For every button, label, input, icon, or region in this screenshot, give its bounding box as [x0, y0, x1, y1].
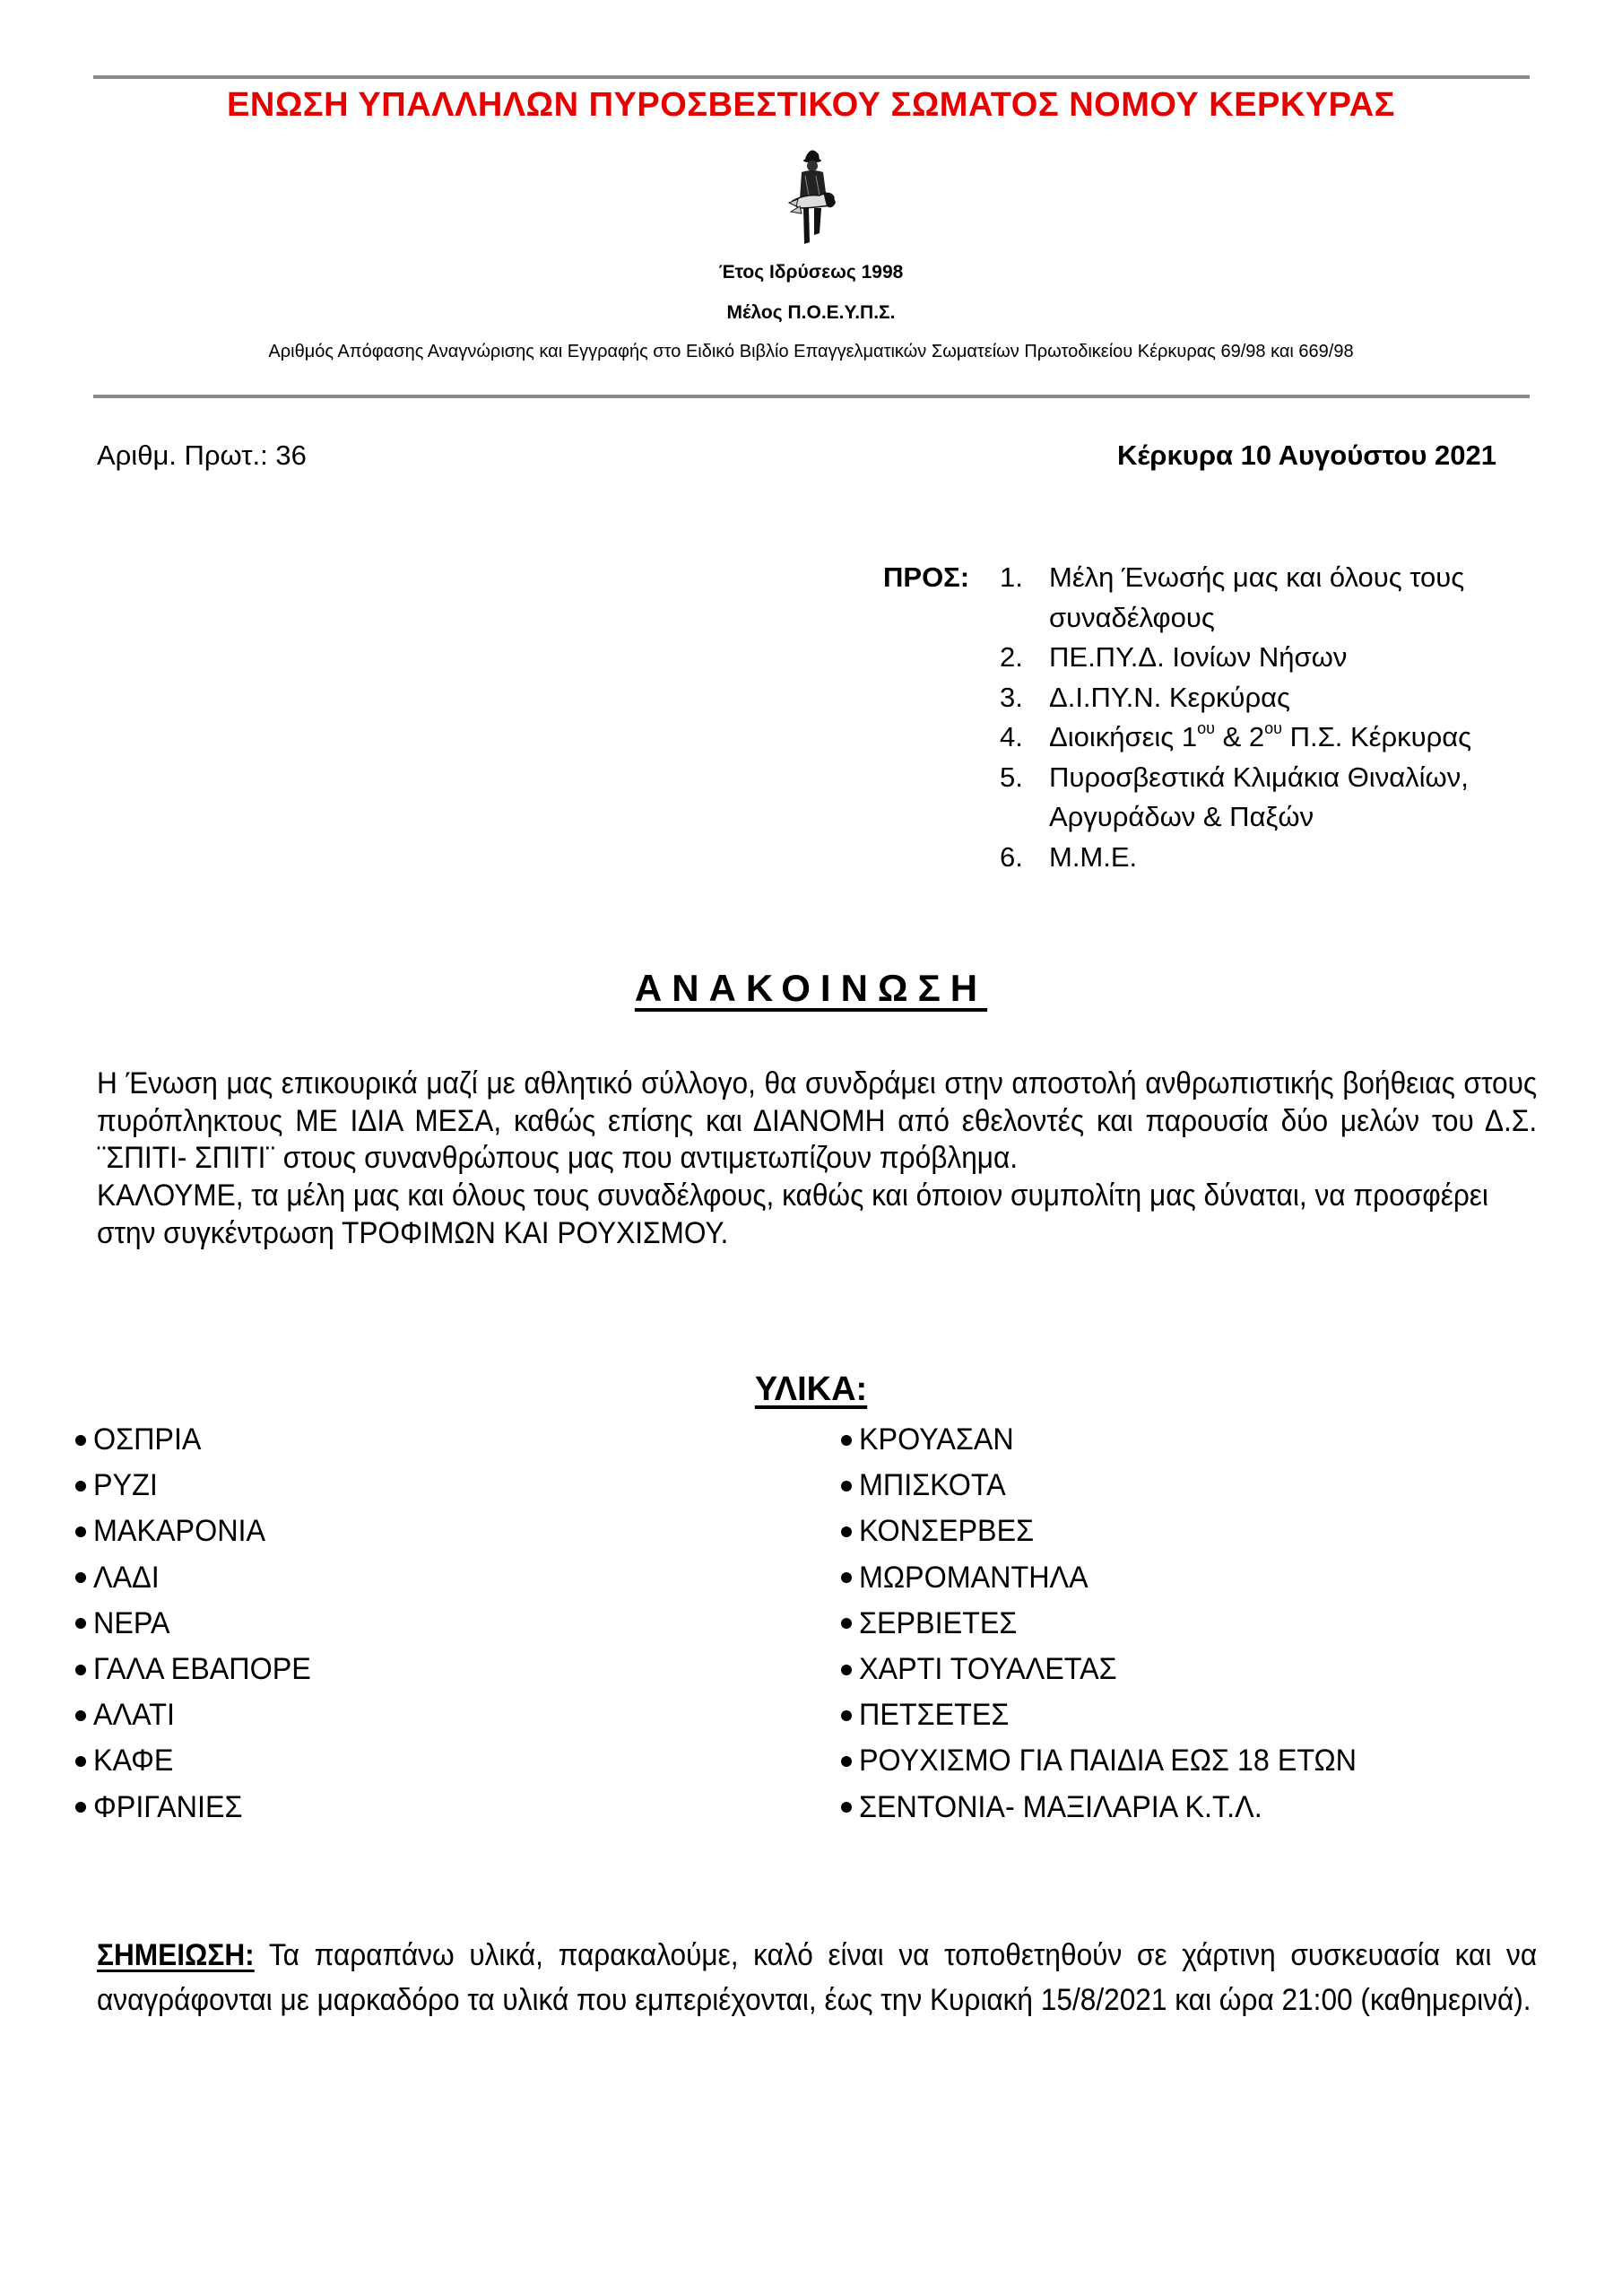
recipient-text: Μέλη Ένωσής μας και όλους τους συναδέλφους	[1049, 561, 1465, 633]
recipient-number: 1.	[1000, 561, 1023, 593]
bullet-icon	[75, 1618, 86, 1629]
recipient-text: Πυροσβεστικά Κλιμάκια Θιναλίων, Αργυράδων & Παξών	[1049, 761, 1469, 832]
recipient-item	[1000, 678, 1538, 718]
registry-info: Αριθμός Απόφασης Αναγνώρισης και Εγγραφής στο Ειδικό Βιβλίο Επαγγελματικών Σωματείων Πρωτοδικείου Κέρκυρας 69/98 και 669/98	[268, 342, 1354, 361]
material-item: ΟΣΠΡΙΑ	[75, 1417, 323, 1463]
recipient-item	[1000, 638, 1538, 678]
recipient-number: 2.	[1000, 641, 1023, 673]
material-item: ΣΕΝΤΟΝΙΑ- ΜΑΞΙΛΑΡΙΑ Κ.Τ.Λ.	[841, 1785, 1383, 1831]
material-item: ΚΟΝΣΕΡΒΕΣ	[841, 1509, 1383, 1554]
materials-list-right	[841, 1417, 1383, 1831]
note-text: Τα παραπάνω υλικά, παρακαλούμε, καλό είναι να τοποθετηθούν σε χάρτινη συσκευασία και να αναγράφονται με μαρκαδόρο τα υλικά που εμπεριέχονται, έως την Κυριακή 15/8/2021 και ώρα 21:00 (καθημερινά).	[97, 1938, 1538, 2017]
recipient-item	[1000, 838, 1538, 878]
material-item: ΑΛΑΤΙ	[75, 1692, 323, 1738]
note-block	[97, 1933, 1537, 2022]
material-item: ΡΥΖΙ	[75, 1463, 323, 1509]
recipients-list	[1000, 558, 1538, 877]
header-bottom-rule	[93, 395, 1530, 398]
bullet-icon	[841, 1618, 852, 1629]
bullet-icon	[841, 1435, 852, 1446]
header-top-rule	[93, 75, 1530, 79]
bullet-icon	[841, 1802, 852, 1813]
bullet-icon	[75, 1481, 86, 1492]
bullet-icon	[841, 1572, 852, 1583]
material-item: ΠΕΤΣΕΤΕΣ	[841, 1692, 1383, 1738]
bullet-icon	[841, 1756, 852, 1767]
recipient-number: 4.	[1000, 721, 1023, 752]
material-item: ΦΡΙΓΑΝΙΕΣ	[75, 1785, 323, 1831]
recipient-text: Δ.Ι.ΠΥ.Ν. Κερκύρας	[1049, 681, 1290, 713]
materials-title-text: ΥΛΙΚΑ:	[754, 1370, 868, 1408]
announcement-paragraph: Η Ένωση μας επικουρικά μαζί με αθλητικό σύλλογο, θα συνδράμει στην αποστολή ανθρωπιστικής βοήθειας στους πυρόπληκτους ΜΕ ΙΔΙΑ ΜΕΣΑ, καθώς επίσης και ΔΙΑΝΟΜΗ από εθελοντές και παρουσία δύο μελών του Δ.Σ. ¨ΣΠΙΤΙ- ΣΠΙΤΙ¨ στους συνανθρώπους μας που αντιμετωπίζουν πρόβλημα.	[97, 1066, 1538, 1176]
material-item: ΚΡΟΥΑΣΑΝ	[841, 1417, 1383, 1463]
bullet-icon	[75, 1435, 86, 1446]
protocol-number: Αριθμ. Πρωτ.: 36	[97, 439, 307, 471]
document-date: Κέρκυρα 10 Αυγούστου 2021	[1116, 439, 1496, 471]
bullet-icon	[75, 1756, 86, 1767]
bullet-icon	[75, 1665, 86, 1675]
recipient-item	[1000, 718, 1538, 758]
material-item: ΝΕΡΑ	[75, 1601, 323, 1647]
recipient-number: 5.	[1000, 761, 1023, 793]
material-item: ΚΑΦΕ	[75, 1738, 323, 1784]
recipient-item	[1000, 558, 1538, 638]
material-item: ΧΑΡΤΙ ΤΟΥΑΛΕΤΑΣ	[841, 1647, 1383, 1692]
announcement-body	[97, 1065, 1537, 1253]
announcement-paragraph: ΚΑΛΟΥΜΕ, τα μέλη μας και όλους τους συναδέλφους, καθώς και όποιον συμπολίτη μας δύναται, να προσφέρει στην συγκέντρωση ΤΡΟΦΙΜΩΝ ΚΑΙ ΡΟΥΧΙΣΜΟΥ.	[97, 1178, 1488, 1250]
materials-list-left	[75, 1417, 323, 1831]
recipients-label: ΠΡΟΣ:	[883, 561, 970, 593]
organization-title: ΕΝΩΣΗ ΥΠΑΛΛΗΛΩΝ ΠΥΡΟΣΒΕΣΤΙΚΟΥ ΣΩΜΑΤΟΣ ΝΟΜΟΥ ΚΕΡΚΥΡΑΣ	[227, 86, 1395, 124]
material-item: ΣΕΡΒΙΕΤΕΣ	[841, 1601, 1383, 1647]
bullet-icon	[75, 1572, 86, 1583]
recipient-text: Διοικήσεις $1^{o\upsilon}$ & $2^{o\upsilon}$ Π.Σ. Κέρκυρας	[1049, 719, 1472, 752]
firefighter-carrying-person-icon	[782, 144, 845, 249]
bullet-icon	[75, 1526, 86, 1537]
material-item: ΡΟΥΧΙΣΜΟ ΓΙΑ ΠΑΙΔΙΑ ΕΩΣ 18 ΕΤΩΝ	[841, 1738, 1383, 1784]
bullet-icon	[75, 1710, 86, 1721]
announcement-title	[0, 967, 1622, 1010]
bullet-icon	[841, 1481, 852, 1492]
material-item: ΜΩΡΟΜΑΝΤΗΛΑ	[841, 1555, 1383, 1601]
recipient-text: ΠΕ.ΠΥ.Δ. Ιονίων Νήσων	[1049, 641, 1348, 673]
bullet-icon	[841, 1665, 852, 1675]
material-item: ΜΑΚΑΡΟΝΙΑ	[75, 1509, 323, 1554]
recipient-number: 6.	[1000, 840, 1023, 873]
note-label: ΣΗΜΕΙΩΣΗ:	[97, 1938, 255, 1972]
founded-year: Έτος Ιδρύσεως 1998	[718, 262, 904, 283]
announcement-title-text: ΑΝΑΚΟΙΝΩΣΗ	[634, 967, 988, 1009]
bullet-icon	[75, 1802, 86, 1813]
material-item: ΛΑΔΙ	[75, 1555, 323, 1601]
materials-title	[0, 1370, 1622, 1409]
bullet-icon	[841, 1526, 852, 1537]
bullet-icon	[841, 1710, 852, 1721]
recipient-item	[1000, 758, 1538, 838]
material-item: ΜΠΙΣΚΟΤΑ	[841, 1463, 1383, 1509]
membership: Μέλος Π.Ο.Ε.Υ.Π.Σ.	[726, 302, 896, 323]
recipient-number: 3.	[1000, 681, 1023, 713]
material-item: ΓΑΛΑ ΕΒΑΠΟΡΕ	[75, 1647, 323, 1692]
recipient-text: Μ.Μ.Ε.	[1049, 840, 1138, 873]
